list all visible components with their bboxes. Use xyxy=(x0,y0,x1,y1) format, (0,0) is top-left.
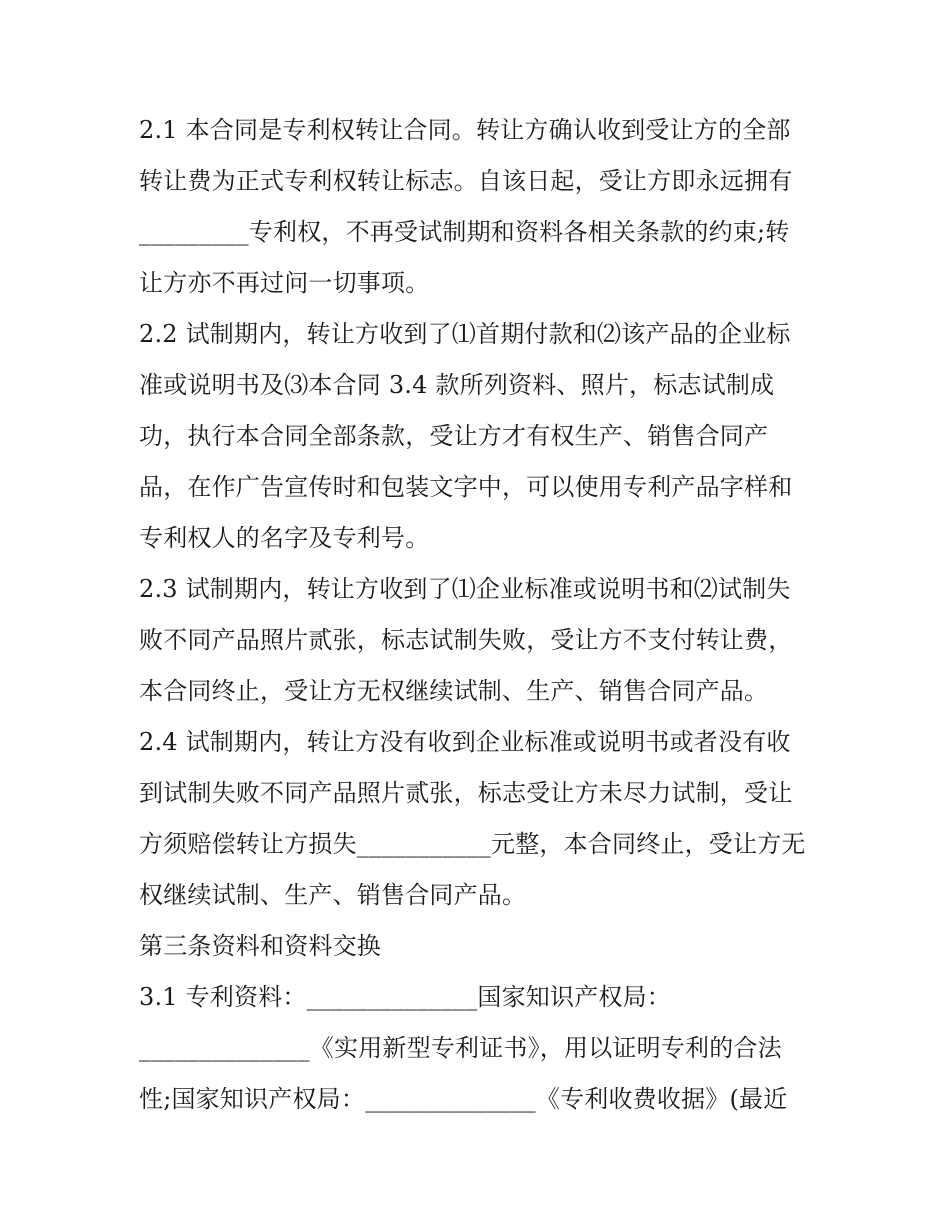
text-line-7: 功，执行本合同全部条款，受让方才有权生产、销售合同产 xyxy=(139,422,769,450)
text-line-18: 3.1 专利资料：______________国家知识产权局： xyxy=(139,983,671,1011)
text-line-11: 败不同产品照片贰张，标志试制失败，受让方不支付转让费， xyxy=(139,626,793,654)
text-line-19: ______________《实用新型专利证书》，用以证明专利的合法 xyxy=(139,1034,782,1062)
text-line-20: 性;国家知识产权局：______________《专利收费收据》(最近 xyxy=(139,1085,788,1113)
text-line-1: 2.1 本合同是专利权转让合同。转让方确认收到受让方的全部 xyxy=(139,116,791,144)
section-heading: 第三条资料和资料交换 xyxy=(139,932,381,960)
text-line-10: 2.3 试制期内，转让方收到了⑴企业标准或说明书和⑵试制失 xyxy=(139,575,791,603)
text-line-6: 准或说明书及⑶本合同 3.4 款所列资料、照片，标志试制成 xyxy=(139,371,775,399)
text-line-16: 权继续试制、生产、销售合同产品。 xyxy=(139,881,527,909)
text-line-9: 专利权人的名字及专利号。 xyxy=(139,524,430,552)
text-line-2: 转让费为正式专利权转让标志。自该日起，受让方即永远拥有 xyxy=(139,167,793,195)
text-line-3: _________专利权，不再受试制期和资料各相关条款的约束;转 xyxy=(139,218,790,246)
text-line-14: 到试制失败不同产品照片贰张，标志受让方未尽力试制，受让 xyxy=(139,779,793,807)
text-line-4: 让方亦不再过问一切事项。 xyxy=(139,269,430,297)
text-line-5: 2.2 试制期内，转让方收到了⑴首期付款和⑵该产品的企业标 xyxy=(139,320,791,348)
text-line-15: 方须赔偿转让方损失___________元整，本合同终止，受让方无 xyxy=(139,830,806,858)
text-line-13: 2.4 试制期内，转让方没有收到企业标准或说明书或者没有收 xyxy=(139,728,791,756)
text-line-8: 品，在作广告宣传时和包装文字中，可以使用专利产品字样和 xyxy=(139,473,793,501)
text-line-12: 本合同终止，受让方无权继续试制、生产、销售合同产品。 xyxy=(139,677,769,705)
